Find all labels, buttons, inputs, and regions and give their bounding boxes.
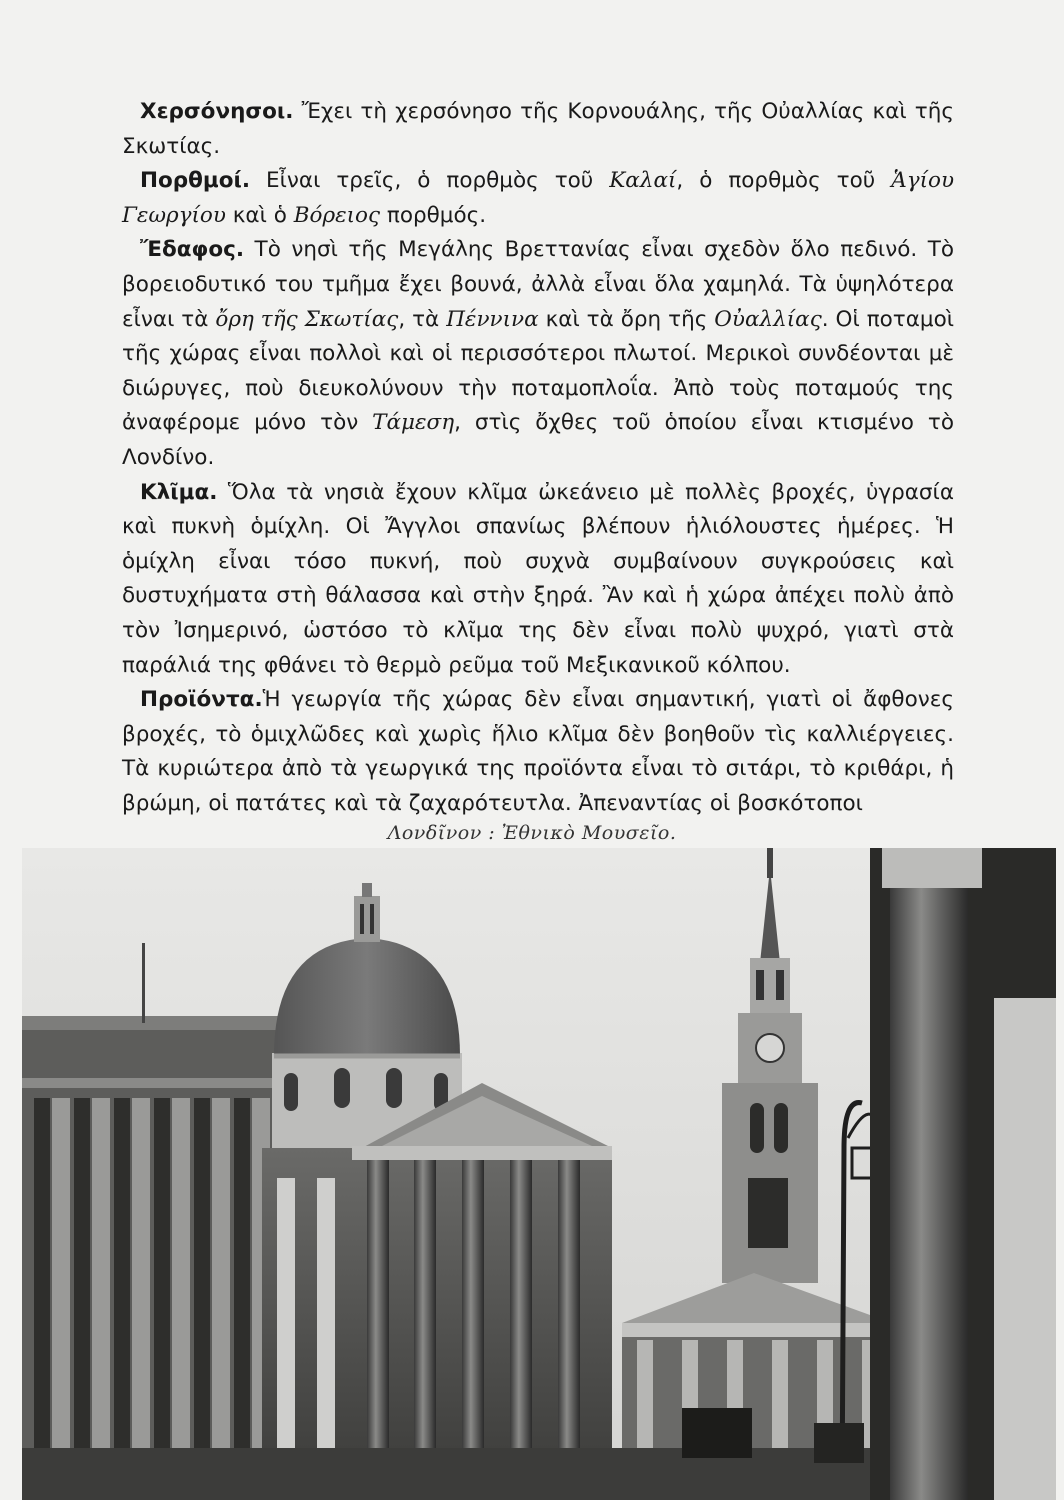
section-heading: Κλῖμα. <box>140 479 218 505</box>
italic-term: Πέννινα <box>446 306 539 332</box>
text-run: Ὅλα τὰ νησιὰ ἔχουν κλῖμα ὠκεάνειο μὲ πολλὲς βροχές, ὑγρασία καὶ πυκνὴ ὁμίχλη. Οἱ Ἄγγλοι σπανίως βλέπουν ἡλιόλουστες ἡμέρες. Ἡ ὁμίχλη εἶναι τόσο πυκνή, ποὺ συχνὰ συμβαίνουν συγκρούσεις καὶ δυστυχήματα στὴ θάλασσα καὶ στὴν ξηρά. Ἂν καὶ ἡ χώρα ἀπέχει πολὺ ἀπὸ τὸν Ἰσημερινό, ὡστόσο τὸ κλῖμα της δὲν εἶναι πολὺ ψυχρό, γιατὶ στὰ παράλιά της φθάνει τὸ θερμὸ ρεῦμα τοῦ Μεξικανικοῦ κόλπου. <box>122 479 954 678</box>
text-run: . Οἱ ποταμοὶ τῆς χώρας εἶναι πολλοὶ καὶ οἱ περισσότεροι πλωτοί. Μερικοὶ συνδέονται μὲ διώρυγες, ποὺ διευκολύνουν τὴν ποταμοπλοΐα. Ἀπὸ τοὺς ποταμούς της ἀναφέρομε μόνο τὸν <box>122 306 955 436</box>
italic-term: ὄρη τῆς Σκωτίας <box>215 306 399 332</box>
text-run: πορθμός. <box>380 202 487 228</box>
section-heading: Προϊόντα. <box>140 687 263 713</box>
text-run: καὶ ὁ <box>225 202 294 228</box>
italic-term: Βόρειος <box>293 202 381 228</box>
italic-term: Ἁγίου Γεωργίου <box>122 168 955 228</box>
text-run: Ἡ γεωργία τῆς χώρας δὲν εἶναι σημαντική, γιατὶ οἱ ἄφθονες βροχές, τὸ ὁμιχλῶδες καὶ χωρὶς ἥλιο κλῖμα δὲν βοηθοῦν τὶς καλλιέργειες. Τὰ κυριώτερα ἀπὸ τὰ γεωργικά της προϊόντα εἶναι τὸ σιτάρι, τὸ κριθάρι, ἡ βρώμη, οἱ πατάτες καὶ τὰ ζαχαρότευτλα. Ἀπεναντίας οἱ βοσκότοποι <box>122 687 954 816</box>
paragraph-straits <box>122 164 954 233</box>
section-heading: Πορθμοί. <box>140 168 251 194</box>
text-run: Ἔχει τὴ χερσόνησο τῆς Κορνουάλης, τῆς Οὐαλλίας καὶ τῆς Σκωτίας. <box>122 99 954 159</box>
paragraph-terrain <box>122 233 954 475</box>
text-run: , στὶς ὄχθες τοῦ ὁποίου εἶναι κτισμένο τὸ Λονδίνο. <box>122 410 954 470</box>
text-run: Τὸ νησὶ τῆς Μεγάλης Βρεττανίας εἶναι σχεδὸν ὅλο πεδινό. Τὸ βορειοδυτικό του τμῆμα ἔχει βουνά, ἀλλὰ εἶναι ὅλα χαμηλά. Τὰ ὑψηλότερα εἶναι τὰ <box>122 237 954 332</box>
italic-term: Τάμεση <box>372 410 455 436</box>
paragraph-products <box>122 683 954 821</box>
section-heading: Χερσόνησοι. <box>140 99 294 124</box>
text-run: , τὰ <box>398 306 447 332</box>
paragraph-peninsulas <box>122 95 954 164</box>
section-heading: Ἔδαφος. <box>140 237 245 263</box>
text-run: καὶ τὰ ὄρη τῆς <box>538 306 715 332</box>
photo-caption: Λονδῖνον : Ἐθνικὸ Μουσεῖο. <box>387 822 677 844</box>
italic-term: Οὐαλλίας <box>714 306 822 332</box>
london-national-gallery-photo <box>22 848 1056 1500</box>
text-run: Εἶναι τρεῖς, ὁ πορθμὸς τοῦ <box>250 168 610 194</box>
italic-term: Καλαί <box>609 168 677 194</box>
paragraph-climate <box>122 476 954 684</box>
text-run: , ὁ πορθμὸς τοῦ <box>676 168 892 194</box>
body-text <box>122 95 954 821</box>
